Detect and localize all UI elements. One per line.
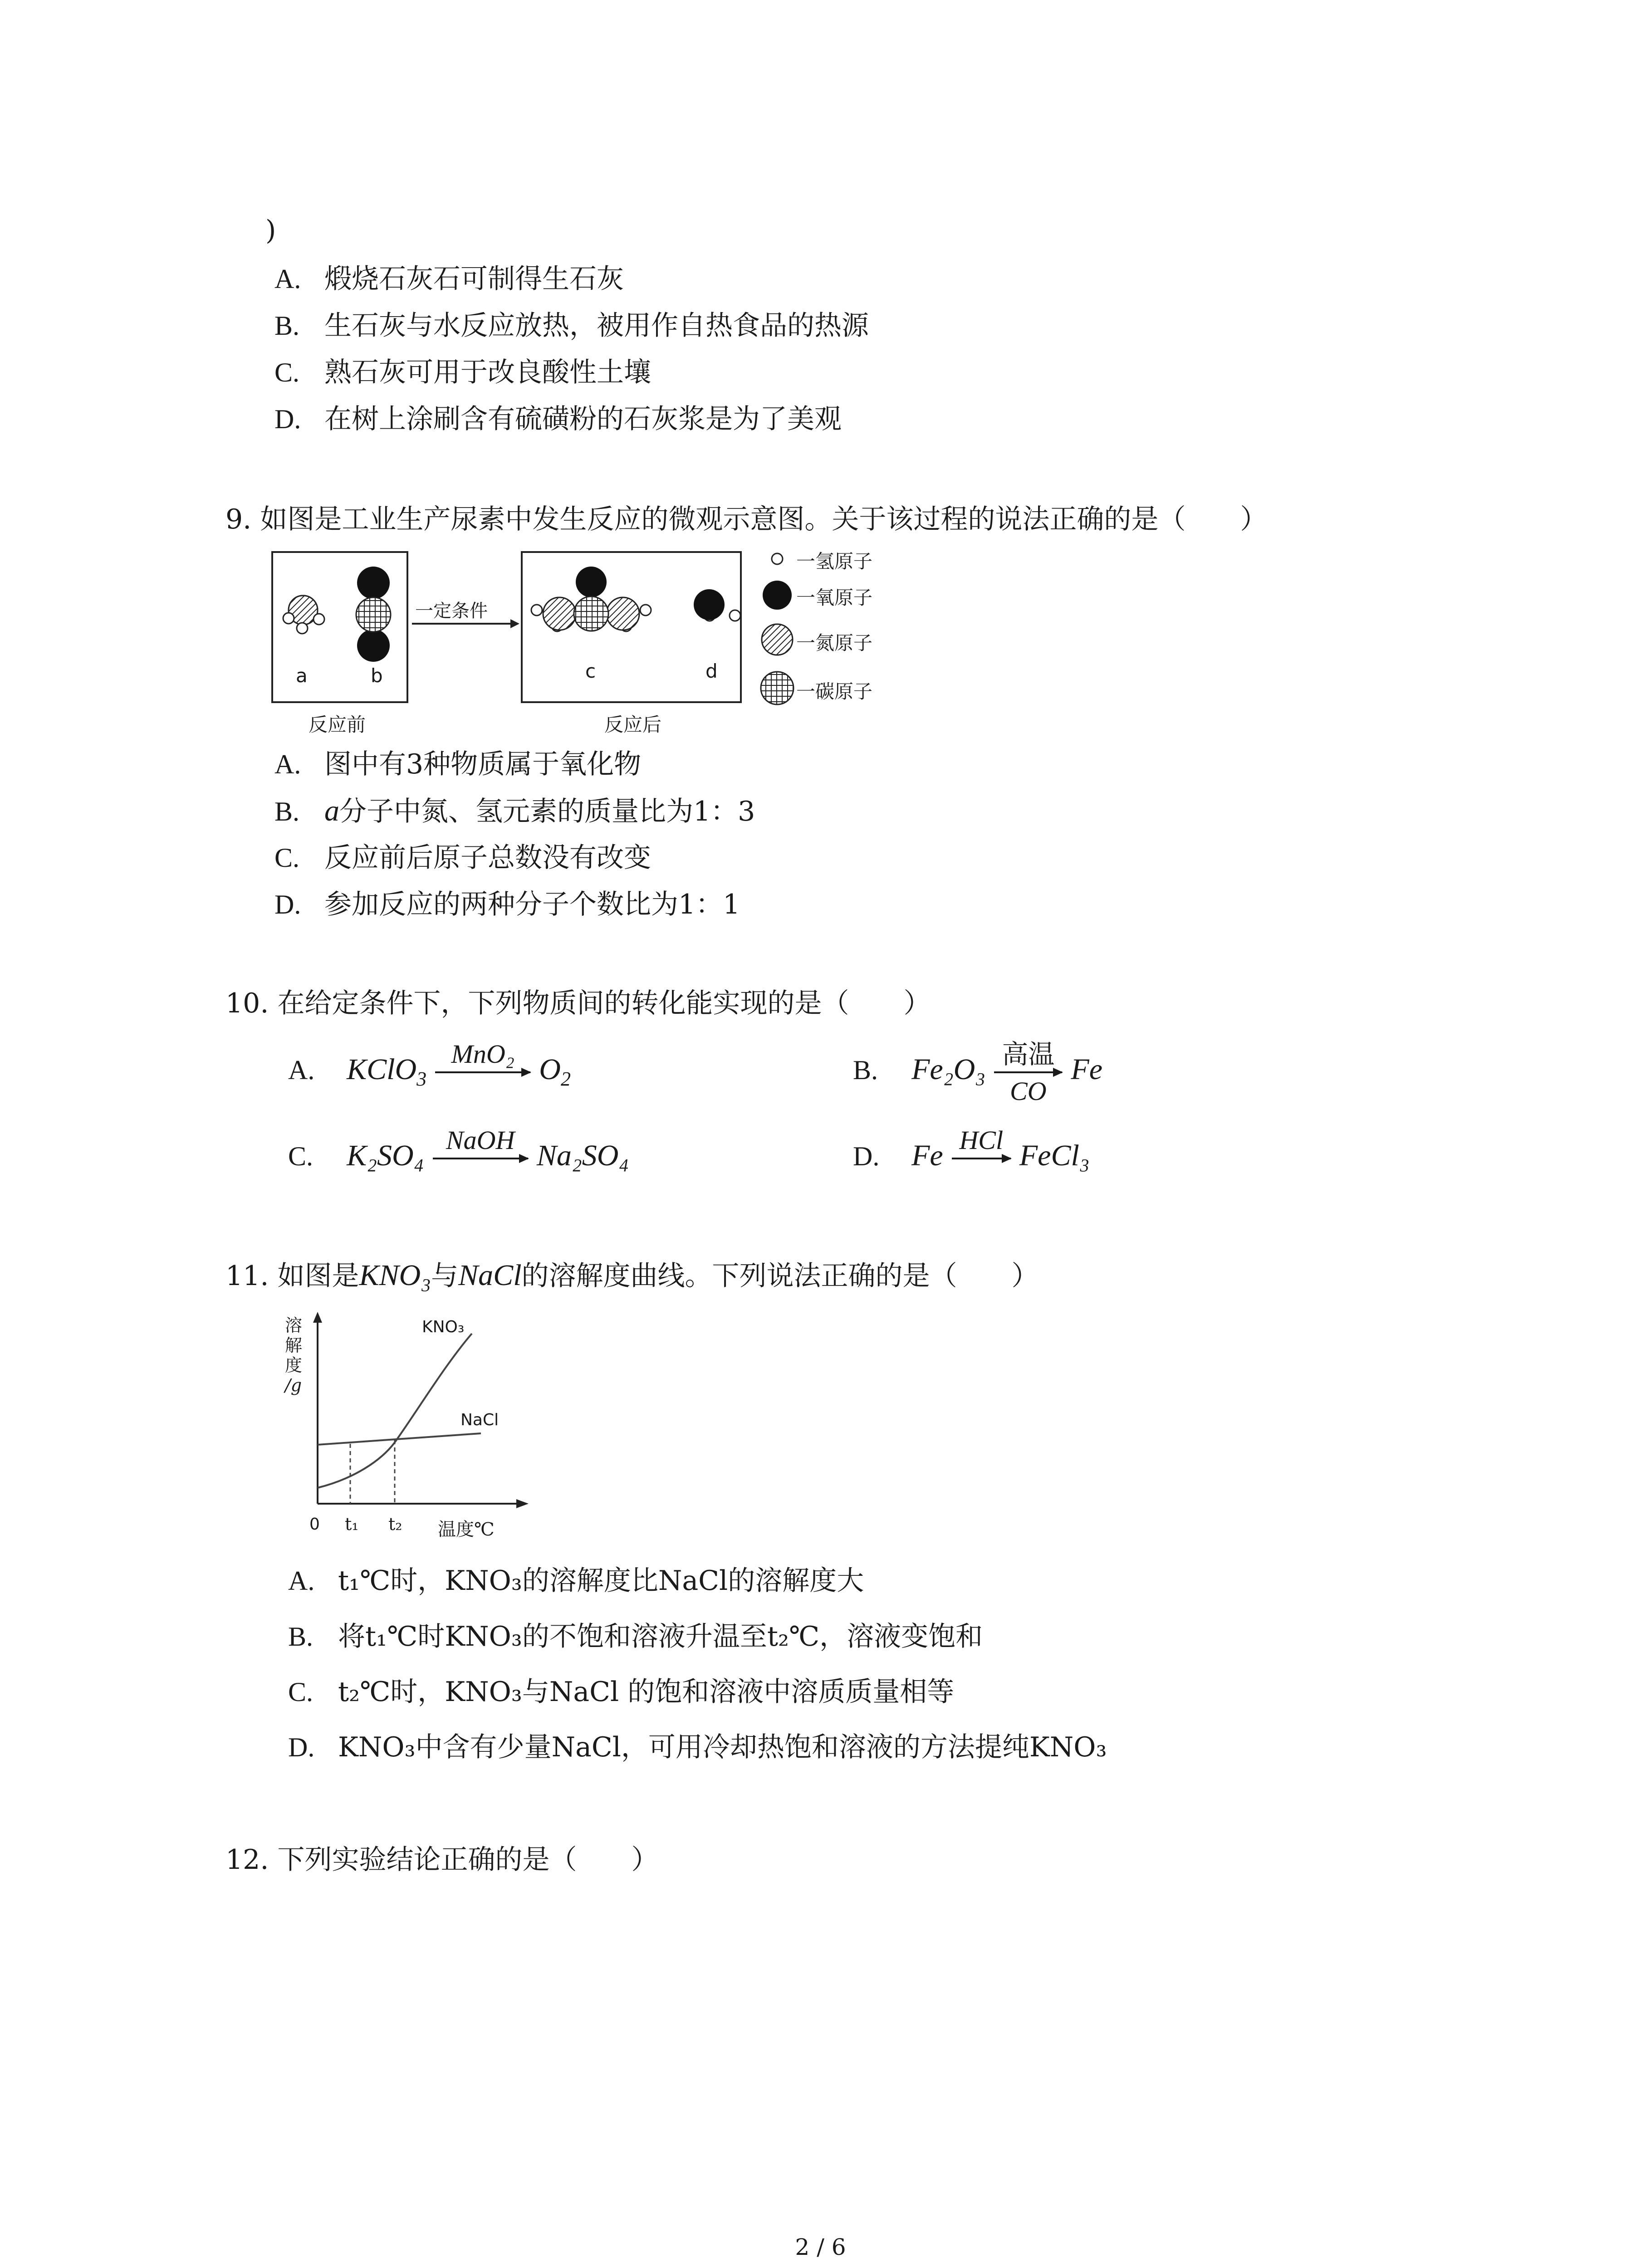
q9-reaction-arrow <box>408 617 522 631</box>
q9-stem: 9. 如图是工业生产尿素中发生反应的微观示意图。关于该过程的说法正确的是（ ） <box>225 503 1268 535</box>
q9-legend-nitrogen: 一氮原子 <box>796 632 873 654</box>
q11-option-c: C. t₂℃时，KNO₃与NaCl 的饱和溶液中溶质质量相等 <box>288 1676 955 1708</box>
q9-before-label: 反应前 <box>309 714 366 736</box>
q9-label-a: a <box>296 665 308 687</box>
q11-nacl-label: NaCl <box>460 1411 499 1429</box>
q11-t1-label: t₁ <box>345 1514 359 1534</box>
q8-option-d: D. 在树上涂刷含有硫磺粉的石灰浆是为了美观 <box>274 403 842 435</box>
nitrogen-atom-icon <box>762 624 793 655</box>
q10-option-a: A. KClO$_3$ MnO₂ $O_2$ <box>288 1039 571 1090</box>
q11-t2-label: t₂ <box>388 1514 402 1534</box>
q9-legend-carbon: 一碳原子 <box>796 680 873 703</box>
q10-d-arrow: HCl <box>952 1138 1011 1174</box>
q9-label-b: b <box>371 665 383 687</box>
q8-option-b: B. 生石灰与水反应放热，被用作自热食品的热源 <box>274 310 869 342</box>
q9-label-d: d <box>705 660 718 682</box>
q12-stem: 12. 下列实验结论正确的是（ ） <box>225 1844 659 1876</box>
q9-molecule-a <box>271 551 408 703</box>
q10-stem: 10. 在给定条件下，下列物质间的转化能实现的是（ ） <box>225 987 931 1019</box>
q9-option-c: C. 反应前后原子总数没有改变 <box>274 842 651 874</box>
page-number: 2 / 6 <box>795 2234 846 2260</box>
x-axis-arrow <box>516 1499 529 1508</box>
q11-kno3-label: KNO₃ <box>422 1318 465 1336</box>
q9-option-a: A. 图中有3种物质属于氧化物 <box>274 748 642 780</box>
q11-option-a: A. t₁℃时，KNO₃的溶解度比NaCl的溶解度大 <box>288 1565 864 1597</box>
q11-ylabel: 溶 解 度 /g <box>285 1315 303 1395</box>
q10-a-arrow: MnO₂ <box>435 1051 530 1088</box>
q11-stem: 11. 如图是KNO₃与NaCl的溶解度曲线。下列说法正确的是（ ） <box>225 1259 1039 1292</box>
q8-option-a: A. 煅烧石灰石可制得生石灰 <box>274 263 624 295</box>
q11-xlabel: 温度℃ <box>438 1519 495 1540</box>
q11-origin-label: 0 <box>309 1515 320 1534</box>
q9-legend-icons <box>760 549 801 712</box>
hydrogen-atom-icon <box>772 553 783 564</box>
q11-option-d: D. KNO₃中含有少量NaCl，可用冷却热饱和溶液的方法提纯KNO₃ <box>288 1731 1107 1763</box>
q9-legend-oxygen: 一氧原子 <box>796 587 873 609</box>
q9-after-label: 反应后 <box>604 714 662 736</box>
q9-option-d: D. 参加反应的两种分子个数比为1：1 <box>274 889 740 920</box>
carbon-atom-icon <box>761 672 794 704</box>
q10-option-c: C. K₂SO₄ NaOH Na₂SO₄ <box>288 1138 629 1174</box>
q10-option-b: B. Fe₂O₃ 高温 CO Fe <box>853 1039 1103 1106</box>
q10-c-arrow: NaOH <box>433 1138 528 1174</box>
q9-option-b: B. a分子中氮、氢元素的质量比为1：3 <box>274 794 755 827</box>
q9-label-c: c <box>585 660 596 682</box>
q10-b-arrow: 高温 CO <box>994 1051 1062 1088</box>
y-axis-arrow <box>313 1312 322 1323</box>
q8-option-c: C. 熟石灰可用于改良酸性土壤 <box>274 357 651 388</box>
q8-close-paren: ) <box>265 215 276 246</box>
q10-option-d: D. Fe HCl FeCl₃ <box>853 1138 1090 1174</box>
q9-legend-hydrogen: 一氢原子 <box>796 550 873 572</box>
oxygen-atom-icon <box>763 581 792 610</box>
q11-option-b: B. 将t₁℃时KNO₃的不饱和溶液升温至t₂℃，溶液变饱和 <box>288 1621 983 1652</box>
q9-arrow-label: 一定条件 <box>415 601 488 621</box>
